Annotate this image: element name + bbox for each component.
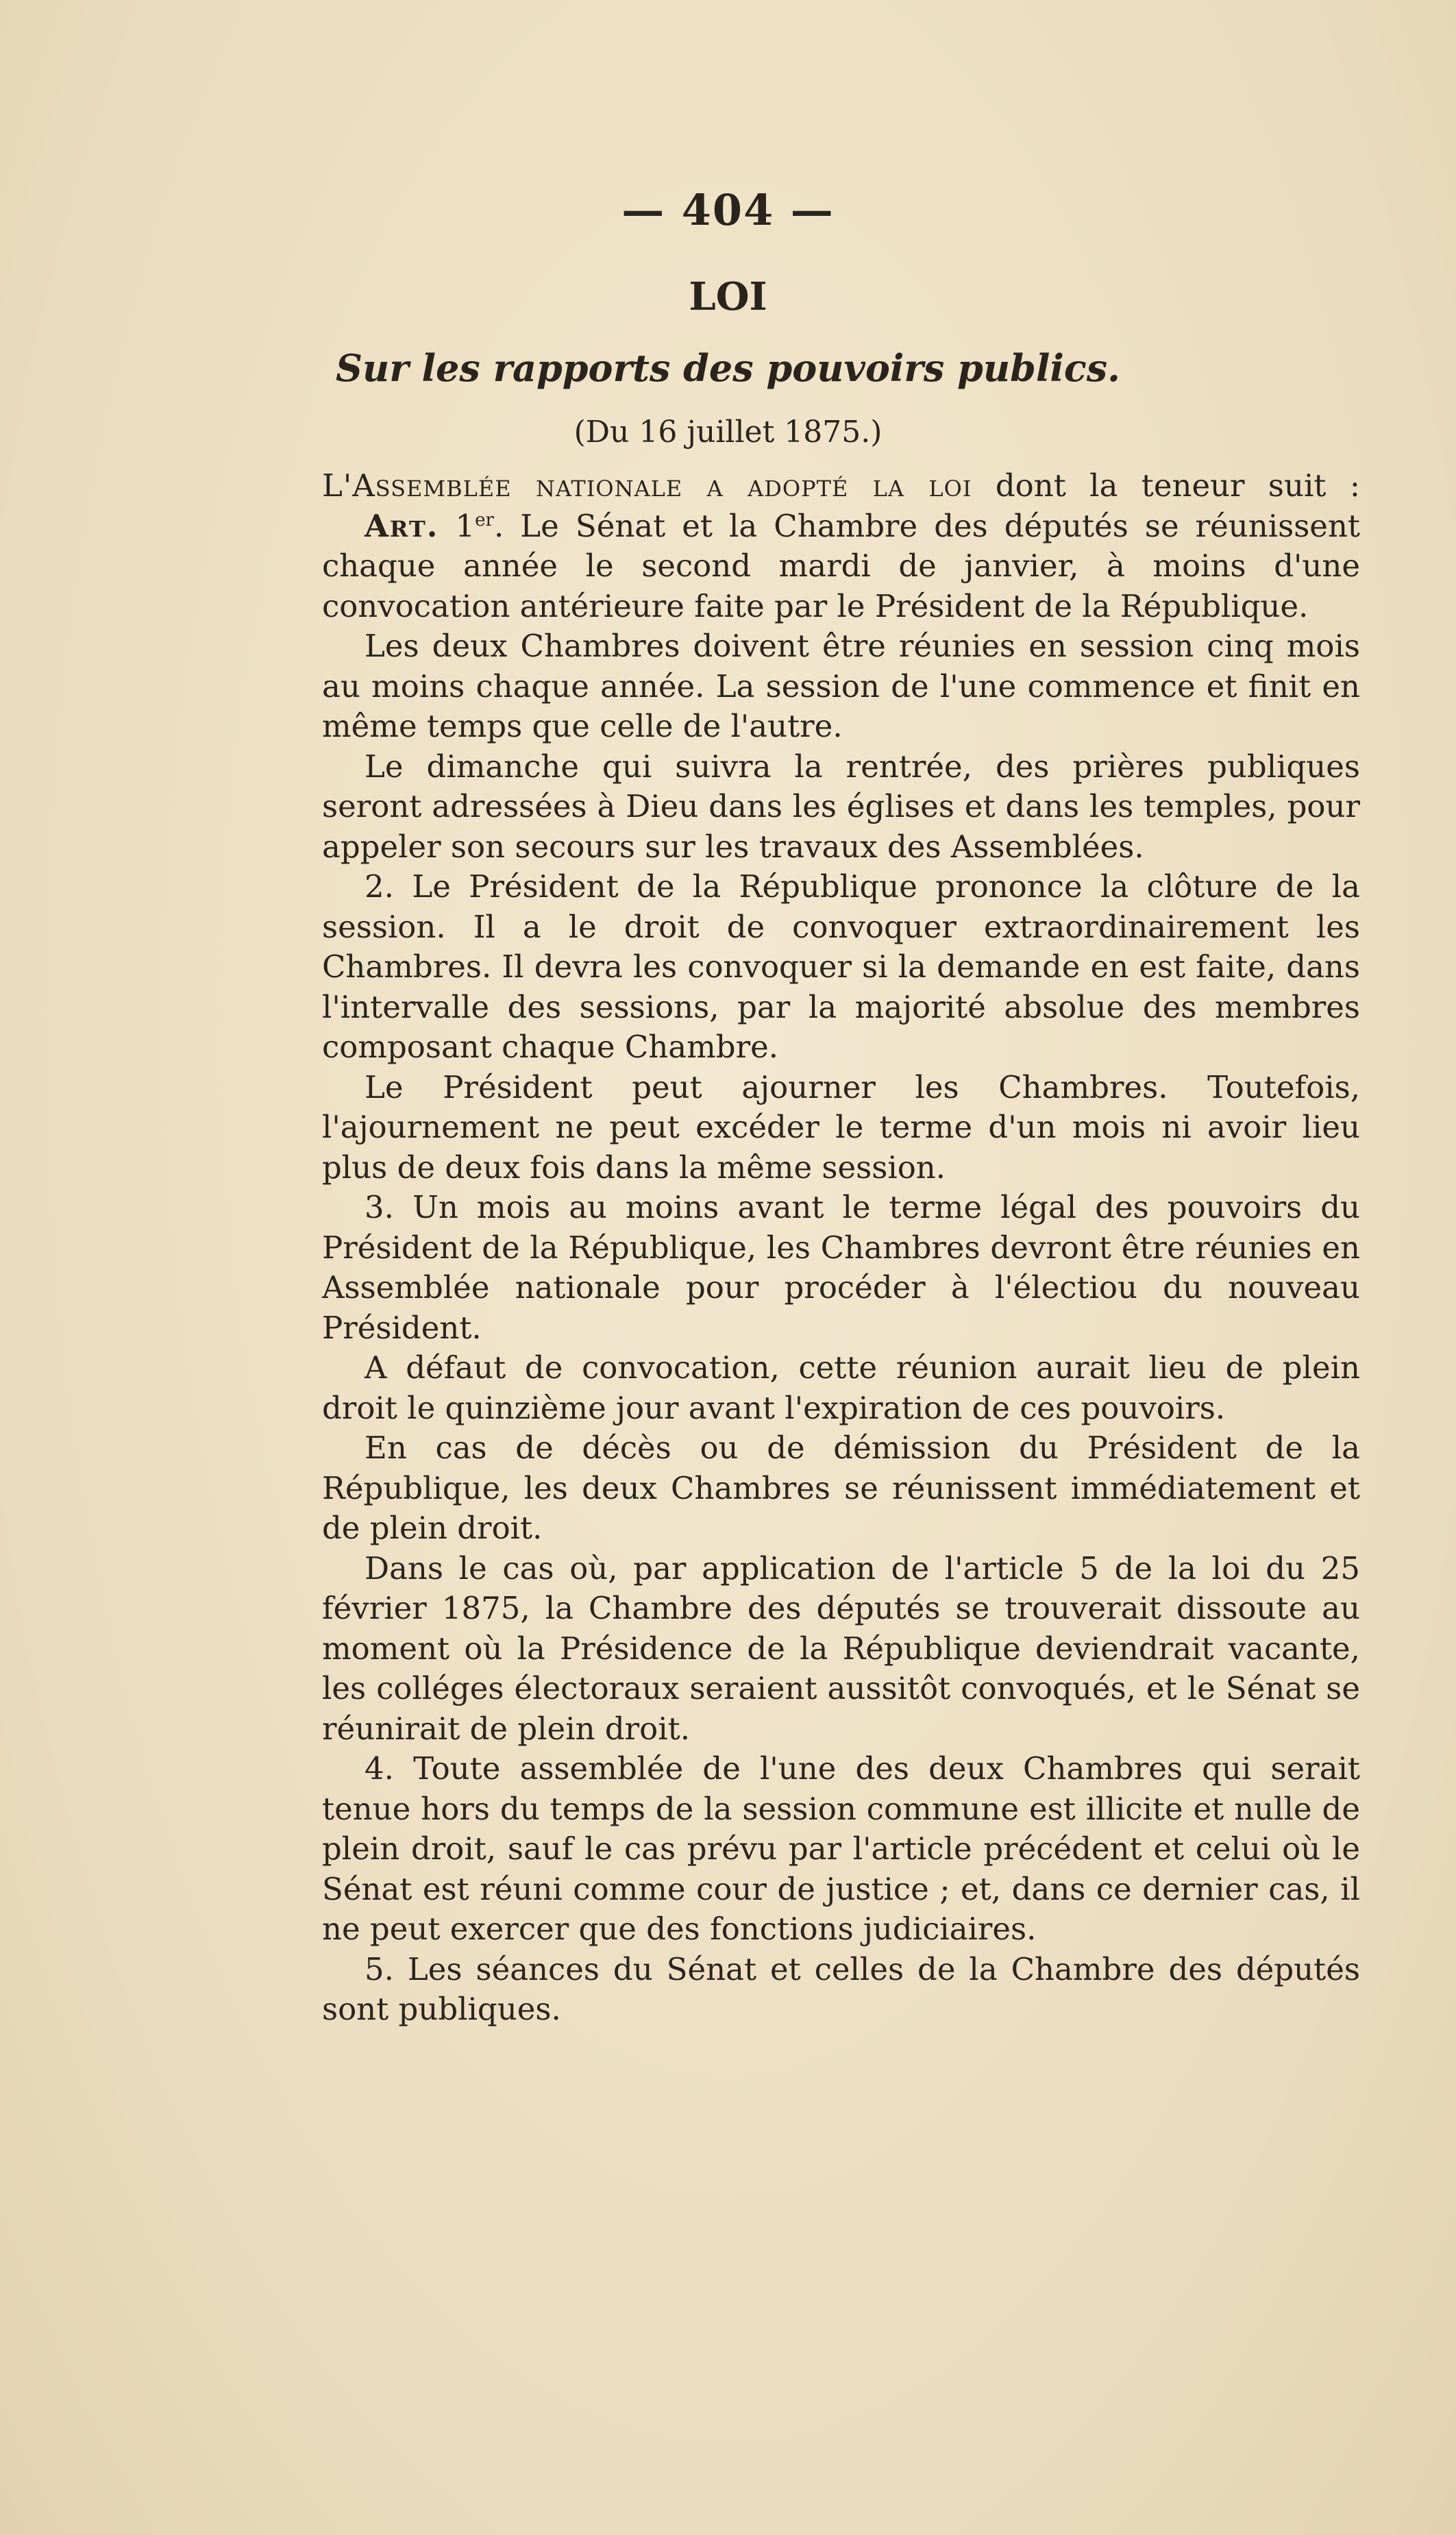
paragraph: 2. Le Président de la République prononce la clôture de la session. Il a le droit de convoquer extraordinairement les Chambres. Il devra les convoquer si la demande en est faite, dans l'intervalle des sessions, par la majorité absolue des membres composant chaque Chambre. <box>322 868 1360 1065</box>
paragraph: En cas de décès ou de démission du Président de la République, les deux Chambres se réunissent immédiatement et de plein droit. <box>322 1430 1360 1546</box>
paragraph: 3. Un mois au moins avant le terme légal des pouvoirs du Président de la République, les Chambres devront être réunies en Assemblée nationale pour procéder à l'électiou du nouveau Président. <box>322 1189 1360 1346</box>
preamble <box>322 466 1360 506</box>
article-number: 1 <box>439 507 476 544</box>
law-subtitle: Sur les rapports des pouvoirs publics. <box>336 346 1120 390</box>
page-number: — 404 — <box>621 185 835 235</box>
preamble-caps: L'Assemblée nationale a adopté la loi <box>322 467 972 504</box>
law-date: (Du 16 juillet 1875.) <box>573 415 883 450</box>
paragraph: Le dimanche qui suivra la rentrée, des prières publiques seront adressées à Dieu dans les églises et dans les temples, pour appeler son secours sur les travaux des Assemblées. <box>322 748 1360 865</box>
paragraph: 5. Les séances du Sénat et celles de la Chambre des députés sont publiques. <box>322 1950 1360 2027</box>
law-body <box>322 466 1360 2030</box>
paragraph: Dans le cas où, par application de l'article 5 de la loi du 25 février 1875, la Chambre des députés se trouverait dissoute au moment où la Présidence de la République deviendrait vacante, les colléges électoraux seraient aussitôt convoqués, et le Sénat se réunirait de plein droit. <box>322 1550 1360 1747</box>
paragraph: Les deux Chambres doivent être réunies en session cinq mois au moins chaque année. La session de l'une commence et finit en même temps que celle de l'autre. <box>322 628 1360 744</box>
preamble-rest: dont la teneur suit : <box>972 467 1360 504</box>
law-title: LOI <box>689 274 767 319</box>
paragraph: A défaut de convocation, cette réunion aurait lieu de plein droit le quinzième jour avant l'expiration de ces pouvoirs. <box>322 1349 1360 1426</box>
paragraph: 4. Toute assemblée de l'une des deux Chambres qui serait tenue hors du temps de la session commune est illicite et nulle de plein droit, sauf le cas prévu par l'article précédent et celui où le Sénat est réuni comme cour de justice ; et, dans ce dernier cas, il ne peut exercer que des fonctions judiciaires. <box>322 1750 1360 1947</box>
article-1 <box>322 506 1360 627</box>
article-1-text: . Le Sénat et la Chambre des députés se réunissent chaque année le second mardi de janvier, à moins d'une convocation antérieure faite par le Président de la République. <box>322 507 1361 624</box>
article-label: Art. <box>365 507 439 544</box>
paragraph: Le Président peut ajourner les Chambres. Toutefois, l'ajournement ne peut excéder le terme d'un mois ni avoir lieu plus de deux fois dans la même session. <box>322 1068 1360 1186</box>
article-number-sup: er <box>475 509 494 530</box>
